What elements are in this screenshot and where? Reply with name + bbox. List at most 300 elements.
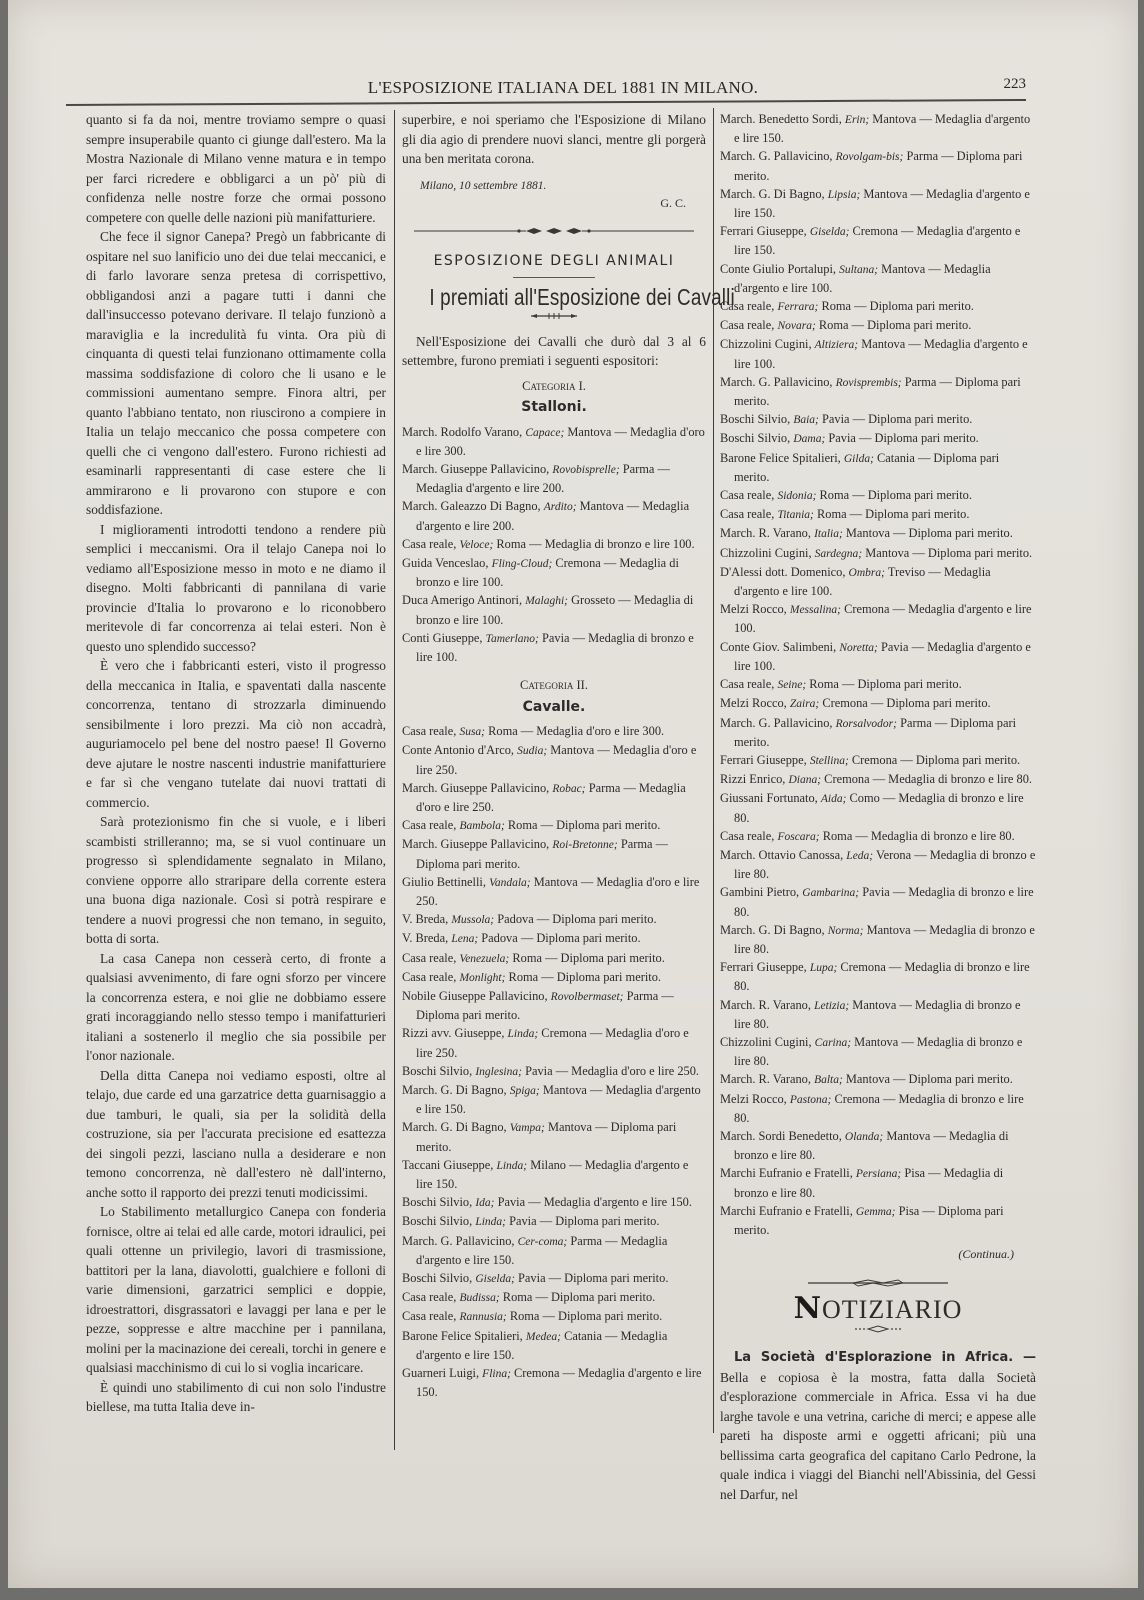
award-detail: Treviso — Medaglia d'argento e lire 100. bbox=[734, 564, 991, 599]
exhibitor-name: Chizzolini Cugini, bbox=[720, 1034, 815, 1049]
award-entry bbox=[402, 741, 706, 778]
horse-name: Tamerlano; bbox=[485, 632, 539, 645]
award-entry bbox=[402, 968, 706, 987]
award-entry bbox=[402, 949, 706, 968]
exhibitor-name: March. Rodolfo Varano, bbox=[402, 424, 526, 439]
exhibitor-name: Duca Amerigo Antinori, bbox=[402, 593, 526, 608]
horse-name: Ferrara; bbox=[777, 301, 819, 314]
horse-name: Flina; bbox=[482, 1368, 511, 1381]
award-entry bbox=[402, 1212, 706, 1231]
award-detail: Grosseto — Medaglia di bronzo e lire 100. bbox=[416, 593, 694, 627]
continua-note: (Continua.) bbox=[958, 1247, 1014, 1262]
horse-name: Altiziera; bbox=[814, 339, 859, 352]
award-detail: Parma — Diploma pari merito. bbox=[416, 837, 668, 871]
award-entry bbox=[720, 1090, 1036, 1127]
award-entry bbox=[720, 827, 1036, 846]
award-entry bbox=[720, 505, 1036, 524]
horse-name: Foscara; bbox=[777, 830, 820, 843]
award-detail: Roma — Diploma pari merito. bbox=[506, 1309, 663, 1324]
award-detail: Parma — Diploma pari merito. bbox=[734, 374, 1021, 409]
award-entry bbox=[402, 1232, 706, 1269]
award-detail: Cremona — Medaglia di bronzo e lire 80. bbox=[734, 1091, 1024, 1125]
column-2 bbox=[402, 110, 735, 1401]
exhibitor-name: March. Giuseppe Pallavicino, bbox=[402, 837, 553, 852]
award-entry bbox=[720, 373, 1036, 410]
exhibitor-name: Boschi Silvio, bbox=[402, 1271, 476, 1286]
horse-name: Gambarina; bbox=[802, 887, 860, 900]
award-entry bbox=[402, 873, 706, 910]
exhibitor-name: V. Breda, bbox=[402, 912, 452, 927]
award-detail: Mantova — Medaglia d'argento e lire 150. bbox=[416, 1083, 701, 1117]
horse-name: Balta; bbox=[814, 1074, 843, 1087]
horse-name: Seine; bbox=[777, 679, 807, 692]
award-entry bbox=[402, 1024, 706, 1061]
horse-name: Vampa; bbox=[509, 1122, 545, 1135]
award-detail: Mantova — Medaglia di bronzo e lire 80. bbox=[734, 997, 1021, 1031]
award-detail: Mantova — Medaglia di bronzo e lire 80. bbox=[734, 1128, 1009, 1163]
award-detail: Mantova — Diploma pari merito. bbox=[842, 526, 1013, 541]
award-entry bbox=[720, 1070, 1036, 1089]
award-entry bbox=[402, 1062, 706, 1081]
award-detail: Roma — Diploma pari merito. bbox=[509, 950, 665, 965]
article-title: I premiati all'Esposizione dei Cavalli bbox=[429, 284, 735, 310]
award-detail: Cremona — Medaglia di bronzo e lire 80. bbox=[821, 772, 1033, 787]
horse-name: Ida; bbox=[475, 1197, 495, 1210]
horse-name: Sardegna; bbox=[814, 547, 863, 560]
horse-name: Budissa; bbox=[459, 1292, 500, 1305]
award-entry bbox=[720, 600, 1036, 637]
award-detail: Roma — Diploma pari merito. bbox=[816, 488, 972, 503]
exhibitor-name: Barone Felice Spitalieri, bbox=[402, 1328, 526, 1343]
horse-name: Linda; bbox=[496, 1159, 528, 1172]
paragraph: quanto si fa da noi, mentre troviamo sempre o quasi sempre insuperabile quanto ci giunge dall'estero. Ma la Mostra Nazionale di Milano venne matura e in tempo per farci ricredere e obbligarci a un pò' più di confidenza nelle nostre forze che ormai possono competere con quelle delle nazioni più manifatturiere. bbox=[86, 112, 386, 225]
award-detail: Mantova — Medaglia d'argento e lire 150. bbox=[734, 112, 1031, 146]
exhibitor-name: March. G. Pallavicino, bbox=[720, 374, 836, 389]
paragraph: Che fece il signor Canepa? Pregò un fabbricante di ospitare nel suo lanificio uno dei due telai meccanici, e di farlo lavorare senza pretesa di corrispettivo, obbligandosi anzi a pagare tutti i danni che dall'insuccesso potevano derivare. Il telajo funzionò a maraviglia e la incredulità fu vinta. Ora più di cinquanta di questi telai funzionano ottimamente colla massima soddisfazione di coloro che li usano e le commissioni aumentano sempre. Finora altri, per quanto l'abbiano tentato, non riuscirono a compiere in Italia un telajo meccanico che possa competere con quelli che ci vengono dall'estero. Furono richiesti ad esaminarli rappresentanti di case estere che li ammirarono e li provarono con stupore e con soddisfazione. bbox=[86, 229, 386, 517]
award-detail: Mantova — Medaglia d'argento e lire 100. bbox=[734, 337, 1028, 371]
short-rule bbox=[513, 277, 595, 278]
exhibitor-name: Boschi Silvio, bbox=[402, 1063, 476, 1078]
exhibitor-name: Boschi Silvio, bbox=[402, 1214, 476, 1229]
award-detail: Parma — Medaglia d'argento e lire 150. bbox=[416, 1233, 668, 1267]
award-detail: Mantova — Diploma pari merito. bbox=[842, 1072, 1013, 1087]
horse-name: Capace; bbox=[525, 426, 565, 439]
exhibitor-name: March. G. Di Bagno, bbox=[720, 922, 828, 937]
award-entry bbox=[720, 1164, 1036, 1201]
exhibitor-name: Ferrari Giuseppe, bbox=[720, 224, 810, 239]
award-entry bbox=[720, 958, 1036, 995]
horse-name: Rovolgam-bis; bbox=[835, 151, 904, 164]
horse-name: Erin; bbox=[844, 114, 870, 126]
award-entry bbox=[720, 921, 1036, 958]
award-entry bbox=[720, 544, 1036, 563]
award-detail: Cremona — Medaglia d'argento e lire 150. bbox=[416, 1366, 702, 1400]
exhibitor-name: Casa reale, bbox=[402, 536, 460, 551]
horse-name: Persiana; bbox=[855, 1168, 902, 1181]
award-detail: Mantova — Diploma pari merito. bbox=[416, 1120, 677, 1154]
award-entry bbox=[720, 410, 1036, 429]
award-entry bbox=[720, 335, 1036, 372]
exhibitor-name: March. G. Di Bagno, bbox=[720, 186, 828, 201]
award-detail: Catania — Medaglia d'argento e lire 150. bbox=[416, 1328, 668, 1362]
exhibitor-name: Ferrari Giuseppe, bbox=[720, 752, 810, 767]
decorated-initial: N bbox=[793, 1290, 822, 1326]
paragraph: Sarà protezionismo fin che si vuole, e i liberi scambisti strilleranno; ma, se si vuol continuare un progresso sì splendidamente segnalato in Milano, conviene opporre allo straripare della corrente estera una buona diga nazionale. Così si potrà respirare e tendere a nuovi progressi che non temano, in seguito, botta di sorta. bbox=[86, 814, 386, 946]
award-entry bbox=[402, 1269, 706, 1288]
award-detail: Cremona — Medaglia di bronzo e lire 80. bbox=[734, 960, 1030, 994]
exhibitor-name: March. G. Pallavicino, bbox=[720, 149, 836, 164]
award-detail: Mantova — Medaglia d'oro e lire 300. bbox=[416, 424, 705, 458]
exhibitor-name: Casa reale, bbox=[720, 677, 778, 692]
award-detail: Mantova — Diploma pari merito. bbox=[862, 545, 1033, 560]
page-number: 223 bbox=[1003, 76, 1026, 92]
exhibitor-name: March. G. Pallavicino, bbox=[402, 1233, 518, 1248]
award-entry bbox=[720, 1127, 1036, 1164]
award-entry bbox=[402, 779, 706, 816]
exhibitor-name: March. Benedetto Sordi, bbox=[720, 112, 845, 126]
award-detail: Como — Medaglia di bronzo e lire 80. bbox=[734, 791, 1024, 825]
horse-name: Lena; bbox=[451, 933, 479, 946]
horse-name: Sultana; bbox=[839, 263, 879, 276]
award-detail: Padova — Diploma pari merito. bbox=[478, 931, 641, 946]
horse-name: Gilda; bbox=[843, 452, 874, 465]
exhibitor-name: Casa reale, bbox=[720, 507, 778, 522]
exhibitor-name: March. R. Varano, bbox=[720, 526, 815, 541]
exhibitor-name: Casa reale, bbox=[720, 318, 778, 333]
award-entry bbox=[720, 486, 1036, 505]
award-entry bbox=[720, 429, 1036, 448]
exhibitor-name: Melzi Rocco, bbox=[720, 696, 790, 711]
exhibitor-name: Barone Felice Spitalieri, bbox=[720, 450, 844, 465]
horse-name: Rovisprembis; bbox=[835, 376, 902, 389]
exhibitor-name: March. R. Varano, bbox=[720, 997, 815, 1012]
closing-paragraph: superbire, e noi speriamo che l'Esposizione di Milano gli dia agio di prendere nuovi slanci, mentre gli porgerà una ben meritata corona. bbox=[402, 112, 706, 166]
exhibitor-name: Rizzi avv. Giuseppe, bbox=[402, 1026, 508, 1041]
paragraph: La casa Canepa non cesserà certo, di fronte a qualsiasi avvenimento, di fare ogni sforzo per vincere la concorrenza estera, e noi glie ne dobbiamo essere grati incoraggiando nello stesso tempo i manifatturieri italiani a sostenerlo il meglio che sia possibile per l'onor nazionale. bbox=[86, 950, 386, 1063]
small-ornament-icon bbox=[529, 312, 579, 320]
exhibitor-name: Rizzi Enrico, bbox=[720, 772, 789, 787]
horse-name: Mussola; bbox=[451, 914, 495, 927]
award-entry bbox=[402, 460, 706, 497]
award-list-cavalle bbox=[402, 722, 706, 1401]
exhibitor-name: Casa reale, bbox=[720, 299, 778, 314]
award-detail: Pavia — Medaglia d'oro e lire 250. bbox=[521, 1063, 700, 1078]
award-entry bbox=[720, 185, 1036, 222]
heading-text: OTIZIARIO bbox=[822, 1294, 963, 1324]
award-entry bbox=[402, 1193, 706, 1212]
exhibitor-name: Conte Giulio Portalupi, bbox=[720, 261, 840, 276]
horse-name: Rannusia; bbox=[459, 1311, 507, 1324]
exhibitor-name: March. Sordi Benedetto, bbox=[720, 1128, 845, 1143]
award-entry bbox=[402, 497, 706, 534]
award-detail: Roma — Diploma pari merito. bbox=[499, 1290, 656, 1305]
award-detail: Cremona — Medaglia d'argento e lire 150. bbox=[734, 224, 1021, 258]
horse-name: Letizia; bbox=[814, 999, 850, 1012]
horse-name: Cer-coma; bbox=[517, 1235, 568, 1248]
horse-name: Diana; bbox=[788, 774, 822, 787]
column-1-canepa-article bbox=[86, 110, 386, 1417]
award-detail: Mantova — Medaglia di bronzo e lire 80. bbox=[734, 1034, 1023, 1069]
horse-name: Ardito; bbox=[543, 501, 577, 514]
exhibitor-name: Boschi Silvio, bbox=[720, 431, 794, 446]
award-detail: Parma — Diploma pari merito. bbox=[416, 988, 674, 1023]
horse-name: Malaghi; bbox=[525, 595, 569, 608]
horse-name: Lipsia; bbox=[827, 188, 861, 201]
horse-name: Stellina; bbox=[809, 754, 849, 767]
award-entry bbox=[720, 147, 1036, 184]
horse-name: Sudia; bbox=[517, 745, 548, 758]
award-detail: Roma — Medaglia di bronzo e lire 80. bbox=[819, 828, 1015, 843]
award-entry bbox=[402, 591, 706, 628]
award-detail: Roma — Diploma pari merito. bbox=[504, 818, 661, 833]
award-detail: Roma — Diploma pari merito. bbox=[806, 677, 962, 692]
exhibitor-name: Giulio Bettinelli, bbox=[402, 874, 490, 889]
exhibitor-name: Conte Antonio d'Arco, bbox=[402, 743, 518, 758]
exhibitor-name: Nobile Giuseppe Pallavicino, bbox=[402, 988, 551, 1003]
exhibitor-name: Chizzolini Cugini, bbox=[720, 545, 815, 560]
horse-name: Norma; bbox=[827, 924, 864, 937]
award-detail: Pavia — Diploma pari merito. bbox=[825, 431, 979, 446]
horse-name: Bambola; bbox=[459, 820, 505, 833]
exhibitor-name: Giussani Fortunato, bbox=[720, 791, 821, 806]
exhibitor-name: Taccani Giuseppe, bbox=[402, 1157, 497, 1172]
award-entry bbox=[402, 629, 706, 666]
award-detail: Mantova — Medaglia di bronzo e lire 80. bbox=[734, 922, 1035, 956]
award-entry bbox=[720, 694, 1036, 713]
paragraph: Della ditta Canepa noi vediamo esposti, oltre al telajo, due carde ed una garzatrice detta guarnisaggio a due tamburi, le quali, sia per la solidità della costruzione, sia per l'accurata precisione ed esattezza dei singoli pezzi, lasciano nulla a desiderare e non temono concorrenza, nè dall'estero nè dall'interno, anche sotto il rapporto dei prezzi tenuti modicissimi. bbox=[86, 1067, 386, 1200]
horse-name: Rovobisprelle; bbox=[552, 463, 620, 476]
award-entry bbox=[720, 751, 1036, 770]
horse-name: Olanda; bbox=[844, 1130, 884, 1143]
exhibitor-name: March. Giuseppe Pallavicino, bbox=[402, 780, 553, 795]
award-entry bbox=[402, 1327, 706, 1364]
horse-name: Lupa; bbox=[809, 962, 838, 975]
award-entry bbox=[402, 987, 706, 1024]
horse-name: Aida; bbox=[820, 793, 847, 806]
exhibitor-name: Casa reale, bbox=[402, 950, 460, 965]
award-entry bbox=[720, 260, 1036, 297]
ornamental-divider-icon bbox=[414, 226, 694, 236]
exhibitor-name: Melzi Rocco, bbox=[720, 602, 790, 617]
award-detail: Pavia — Diploma pari merito. bbox=[818, 412, 973, 427]
award-detail: Parma — Medaglia d'oro e lire 250. bbox=[416, 780, 686, 814]
award-detail: Parma — Diploma pari merito. bbox=[734, 715, 1017, 749]
award-entry bbox=[720, 222, 1036, 259]
horse-name: Linda; bbox=[507, 1028, 539, 1041]
exhibitor-name: March. G. Di Bagno, bbox=[402, 1120, 510, 1135]
exhibitor-name: Casa reale, bbox=[402, 1309, 460, 1324]
award-entry bbox=[720, 1033, 1036, 1070]
exhibitor-name: Conte Giov. Salimbeni, bbox=[720, 639, 840, 654]
horse-name: Giselda; bbox=[809, 226, 850, 239]
exhibitor-name: Casa reale, bbox=[402, 724, 460, 739]
horse-name: Novara; bbox=[777, 320, 816, 333]
horse-name: Vandala; bbox=[489, 876, 531, 889]
exhibitor-name: Casa reale, bbox=[402, 818, 460, 833]
award-detail: Pavia — Diploma pari merito. bbox=[506, 1214, 660, 1229]
award-entry bbox=[402, 835, 706, 872]
award-detail: Cremona — Diploma pari merito. bbox=[819, 696, 991, 711]
horse-name: Dama; bbox=[793, 433, 826, 446]
award-entry bbox=[402, 1364, 706, 1401]
award-detail: Pisa — Diploma pari merito. bbox=[734, 1203, 1004, 1237]
horse-name: Pastona; bbox=[789, 1093, 832, 1106]
award-detail: Mantova — Medaglia d'argento e lire 100. bbox=[734, 261, 991, 295]
award-entry bbox=[720, 110, 1036, 147]
exhibitor-name: Casa reale, bbox=[720, 828, 778, 843]
award-entry bbox=[402, 1081, 706, 1118]
ornamental-divider-icon bbox=[808, 1279, 948, 1287]
exhibitor-name: March. G. Di Bagno, bbox=[402, 1083, 510, 1097]
award-detail: Mantova — Medaglia d'argento e lire 200. bbox=[416, 499, 690, 533]
award-detail: Pavia — Diploma pari merito. bbox=[514, 1271, 669, 1286]
lead-paragraph: Nell'Esposizione dei Cavalli che durò dal 3 al 6 settembre, furono premiati i seguenti espositori: bbox=[402, 333, 706, 368]
horse-name: Carina; bbox=[814, 1036, 852, 1049]
award-entry bbox=[720, 449, 1036, 486]
horse-name: Titania; bbox=[777, 509, 814, 522]
news-headline: La Società d'Esplorazione in Africa. — bbox=[734, 1350, 1036, 1366]
award-entry bbox=[402, 535, 706, 554]
award-list-cavalle-continued bbox=[720, 110, 1036, 1239]
exhibitor-name: March. Ottavio Canossa, bbox=[720, 847, 847, 862]
award-entry bbox=[402, 722, 706, 741]
award-detail: Roma — Diploma pari merito. bbox=[818, 299, 974, 314]
signature: G. C. bbox=[660, 196, 686, 210]
horse-name: Gemma; bbox=[855, 1205, 896, 1218]
exhibitor-name: Conti Giuseppe, bbox=[402, 630, 486, 645]
award-detail: Roma — Diploma pari merito. bbox=[505, 969, 661, 984]
award-entry bbox=[402, 1307, 706, 1326]
exhibitor-name: D'Alessi dott. Domenico, bbox=[720, 564, 849, 579]
award-detail: Pisa — Medaglia di bronzo e lire 80. bbox=[734, 1166, 1004, 1200]
award-detail: Pavia — Medaglia di bronzo e lire 80. bbox=[734, 885, 1034, 919]
horse-name: Rorsalvodor; bbox=[835, 717, 897, 730]
award-detail: Parma — Medaglia d'argento e lire 200. bbox=[416, 461, 670, 496]
exhibitor-name: Casa reale, bbox=[402, 969, 460, 984]
running-header bbox=[68, 76, 1058, 102]
award-detail: Roma — Medaglia di bronzo e lire 100. bbox=[493, 536, 695, 551]
exhibitor-name: Chizzolini Cugini, bbox=[720, 337, 815, 352]
exhibitor-name: Casa reale, bbox=[402, 1290, 460, 1305]
exhibitor-name: March. R. Varano, bbox=[720, 1072, 815, 1087]
exhibitor-name: Guarneri Luigi, bbox=[402, 1366, 483, 1381]
notiziario-heading bbox=[720, 1290, 1036, 1326]
award-detail: Milano — Medaglia d'argento e lire 150. bbox=[416, 1157, 689, 1192]
award-detail: Pavia — Medaglia d'argento e lire 150. bbox=[494, 1195, 692, 1210]
award-entry bbox=[720, 316, 1036, 335]
award-entry bbox=[720, 996, 1036, 1033]
award-entry bbox=[402, 1288, 706, 1307]
category-label: Categoria II. bbox=[520, 678, 588, 693]
award-entry bbox=[402, 1118, 706, 1155]
category-title: Cavalle. bbox=[522, 698, 586, 715]
horse-name: Leda; bbox=[846, 849, 874, 862]
horse-name: Susa; bbox=[459, 726, 486, 739]
award-detail: Catania — Diploma pari merito. bbox=[734, 450, 1000, 484]
award-detail: Padova — Diploma pari merito. bbox=[494, 912, 657, 927]
award-detail: Pavia — Medaglia d'argento e lire 100. bbox=[734, 639, 1031, 673]
award-detail: Mantova — Medaglia d'argento e lire 150. bbox=[734, 186, 1030, 221]
exhibitor-name: V. Breda, bbox=[402, 931, 452, 946]
award-entry bbox=[720, 638, 1036, 675]
horse-name: Zaira; bbox=[789, 698, 820, 711]
small-ornament-icon bbox=[853, 1325, 903, 1333]
horse-name: Veloce; bbox=[459, 538, 494, 551]
exhibitor-name: March. G. Pallavicino, bbox=[720, 715, 836, 730]
category-label: Categoria I. bbox=[522, 378, 586, 393]
award-entry bbox=[720, 883, 1036, 920]
award-detail: Parma — Diploma pari merito. bbox=[734, 149, 1023, 183]
horse-name: Ombra; bbox=[848, 566, 885, 579]
column-divider-1 bbox=[394, 110, 395, 1450]
award-entry bbox=[720, 770, 1036, 789]
paragraph: È vero che i fabbricanti esteri, visto il progresso della meccanica in Italia, e spaventati dalla nascente concorrenza, tentano di strozzarla diminuendo sensibilmente i loro prezzi. Ma ciò non accadrà, auguriamocelo pel bene del nostro paese! Il Governo deve ajutare le nostre nascenti industrie manifatturiere e far sì che vengano tutelate dai nuovi trattati di commercio. bbox=[86, 658, 386, 810]
category-title: Stalloni. bbox=[521, 399, 587, 415]
award-detail: Mantova — Medaglia d'oro e lire 250. bbox=[416, 743, 697, 777]
horse-name: Inglesina; bbox=[475, 1065, 522, 1078]
paragraph: I miglioramenti introdotti tendono a rendere più semplici i meccanismi. Ora il telajo Canepa noi lo vediamo all'Esposizione messo in moto e ne diamo il disegno. Molti fabbricanti di pannilana di varie provincie d'Italia lo provarono e lo riconobbero meritevole di far concorrenza ai telai esteri. Non è questo uno splendido successo? bbox=[86, 521, 386, 654]
exhibitor-name: Boschi Silvio, bbox=[720, 412, 794, 427]
horse-name: Messalina; bbox=[789, 604, 841, 617]
exhibitor-name: Gambini Pietro, bbox=[720, 885, 803, 900]
award-detail: Cremona — Medaglia di bronzo e lire 100. bbox=[416, 555, 679, 590]
horse-name: Baia; bbox=[793, 414, 819, 427]
exhibitor-name: Ferrari Giuseppe, bbox=[720, 960, 810, 975]
exhibitor-name: Boschi Silvio, bbox=[402, 1195, 476, 1210]
section-title: ESPOSIZIONE DEGLI ANIMALI bbox=[433, 252, 675, 269]
award-detail: Cremona — Diploma pari merito. bbox=[848, 752, 1021, 767]
horse-name: Venezuela; bbox=[459, 952, 510, 965]
horse-name: Monlight; bbox=[459, 971, 506, 984]
horse-name: Spiga; bbox=[509, 1085, 540, 1097]
horse-name: Fling-Cloud; bbox=[491, 557, 553, 570]
horse-name: Italia; bbox=[814, 528, 843, 541]
award-detail: Roma — Diploma pari merito. bbox=[813, 507, 970, 522]
award-entry bbox=[720, 675, 1036, 694]
award-detail: Roma — Diploma pari merito. bbox=[815, 318, 972, 333]
award-list-stalloni bbox=[402, 423, 706, 667]
horse-name: Noretta; bbox=[839, 641, 878, 654]
award-detail: Cremona — Medaglia d'oro e lire 250. bbox=[416, 1026, 689, 1060]
horse-name: Giselda; bbox=[475, 1273, 515, 1286]
award-entry bbox=[720, 714, 1036, 751]
exhibitor-name: Marchi Eufranio e Fratelli, bbox=[720, 1166, 856, 1181]
exhibitor-name: Casa reale, bbox=[720, 488, 778, 503]
award-entry bbox=[402, 816, 706, 835]
exhibitor-name: Melzi Rocco, bbox=[720, 1091, 790, 1106]
award-entry bbox=[402, 554, 706, 591]
dateline: Milano, 10 settembre 1881. bbox=[420, 179, 547, 192]
running-title: L'ESPOSIZIONE ITALIANA DEL 1881 IN MILANO. bbox=[367, 78, 759, 97]
award-entry bbox=[720, 524, 1036, 543]
award-entry bbox=[720, 846, 1036, 883]
paragraph: Lo Stabilimento metallurgico Canepa con fonderia fornisce, oltre ai telai ed alle carde, motori idraulici, pei quali ottenne un privilegio, lavori di trasmissione, battitori per la lana, diavolotti, gualchiere e folloni di varie dimensioni, garzatrici semplici e doppie, idroestrattori, disgrassatori e lavaggi per lana e per le pezze, soppresse e altre macchine per i pannilana, molini per la macinazione dei cereali, torchi in genere e qualsiasi macchinismo di cui lo si voglia incaricare. bbox=[86, 1204, 386, 1375]
exhibitor-name: March. Galeazzo Di Bagno, bbox=[402, 499, 544, 514]
award-entry bbox=[720, 563, 1036, 600]
award-entry bbox=[720, 1202, 1036, 1239]
exhibitor-name: Marchi Eufranio e Fratelli, bbox=[720, 1203, 856, 1218]
award-entry bbox=[402, 929, 706, 948]
horse-name: Roi-Bretonne; bbox=[552, 839, 618, 852]
horse-name: Linda; bbox=[475, 1216, 506, 1229]
award-entry bbox=[402, 910, 706, 929]
award-detail: Verona — Medaglia di bronzo e lire 80. bbox=[734, 847, 1036, 882]
exhibitor-name: March. Giuseppe Pallavicino, bbox=[402, 461, 553, 476]
horse-name: Rovolbermaset; bbox=[550, 990, 624, 1003]
award-entry bbox=[402, 423, 706, 460]
award-detail: Pavia — Medaglia di bronzo e lire 100. bbox=[416, 630, 694, 664]
award-detail: Cremona — Medaglia d'argento e lire 100. bbox=[734, 602, 1032, 636]
